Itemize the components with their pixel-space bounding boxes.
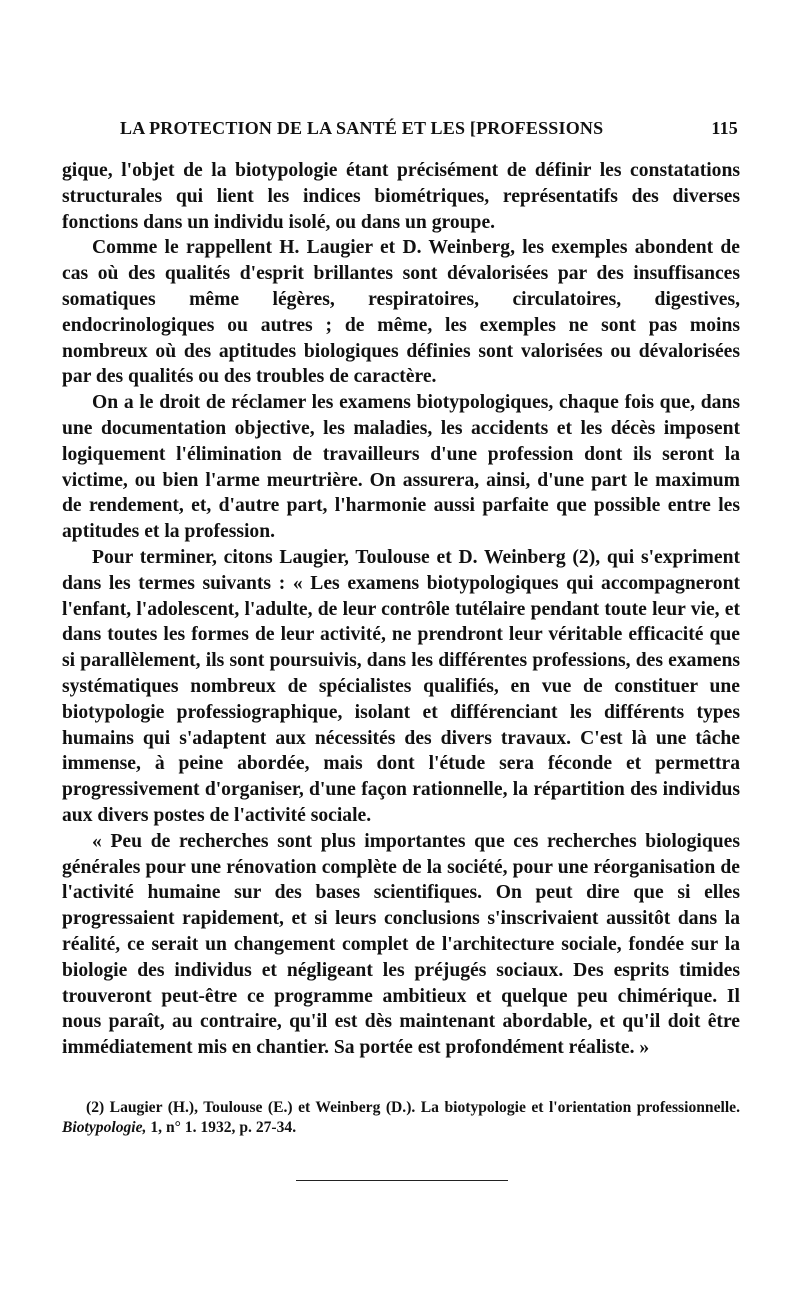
paragraph-continued: gique, l'objet de la biotypologie étant précisément de définir les constatations structurales qui lient les indices biométriques, représentatifs des diverses fonctions dans un individu isolé, ou dans un groupe. [62,160,740,233]
footnote-details: 1, n° 1. 1932, p. 27-34. [150,1119,297,1136]
page-number: 115 [711,118,738,138]
paragraph: On a le droit de réclamer les examens biotypologiques, chaque fois que, dans une documentation objective, les maladies, les accidents et les décès imposent logiquement l'élimination de travailleurs d'une profession dont ils seront la victime, ou bien l'arme meurtrière. On assurera, ainsi, d'une part le maximum de rendement, et, d'autre part, l'harmonie aussi parfaite que possible entre les aptitudes et la profession. [62,392,740,543]
footnote-text [62,1098,740,1138]
running-head-title: LA PROTECTION DE LA SANTÉ ET LES [PROFESSIONS [120,118,604,138]
body-text [62,158,740,1061]
footnote-authors: (2) Laugier (H.), Toulouse (E.) et Weinberg (D.). La biotypologie et l'orientation professionnelle. [86,1099,740,1116]
paragraph: Comme le rappellent H. Laugier et D. Weinberg, les exemples abondent de cas où des qualités d'esprit brillantes sont dévalorisées par des insuffisances somatiques même légères, respiratoires, circulatoires, digestives, endocrinologiques ou autres ; de même, les exemples ne sont pas moins nombreux où des aptitudes biologiques définies sont valorisées ou dévalorisées par des qualités ou des troubles de caractère. [62,237,740,388]
running-head [62,118,738,139]
footnote [62,1098,740,1138]
paragraph: « Peu de recherches sont plus importantes que ces recherches biologiques générales pour une rénovation complète de la société, pour une réorganisation de l'activité humaine sur des bases scientifiques. On peut dire que si elles progressaient rapidement, et si leurs conclusions s'inscrivaient aussitôt dans la réalité, ce serait un changement complet de l'architecture sociale, fondée sur la biologie des individus et négligeant les préjugés sociaux. Des esprits timides trouveront peut-être ce programme ambitieux et quelque peu chimérique. Il nous paraît, au contraire, qu'il est dès maintenant abordable, et qu'il doit être immédiatement mis en chantier. Sa portée est profondément réaliste. » [62,830,740,1059]
footnote-journal: Biotypologie, [62,1119,147,1136]
paragraph: Pour terminer, citons Laugier, Toulouse et D. Weinberg (2), qui s'expriment dans les termes suivants : « Les examens biotypologiques qui accompagneront l'enfant, l'adolescent, l'adulte, de leur contrôle tutélaire pendant toute leur vie, et dans toutes les formes de leur activité, ne prendront leur véritable efficacité que si parallèlement, ils sont poursuivis, dans les différentes professions, des examens systématiques nombreux de spécialistes qualifiés, en vue de constituer une biotypologie professiographique, isolant et différenciant les différents types humains qui s'adaptent aux nécessités des divers travaux. C'est là une tâche immense, à peine abordée, mais dont l'étude sera féconde et permettra progressivement d'organiser, d'une façon rationnelle, la répartition des individus aux divers postes de l'activité sociale. [62,546,740,826]
end-rule [296,1180,508,1181]
